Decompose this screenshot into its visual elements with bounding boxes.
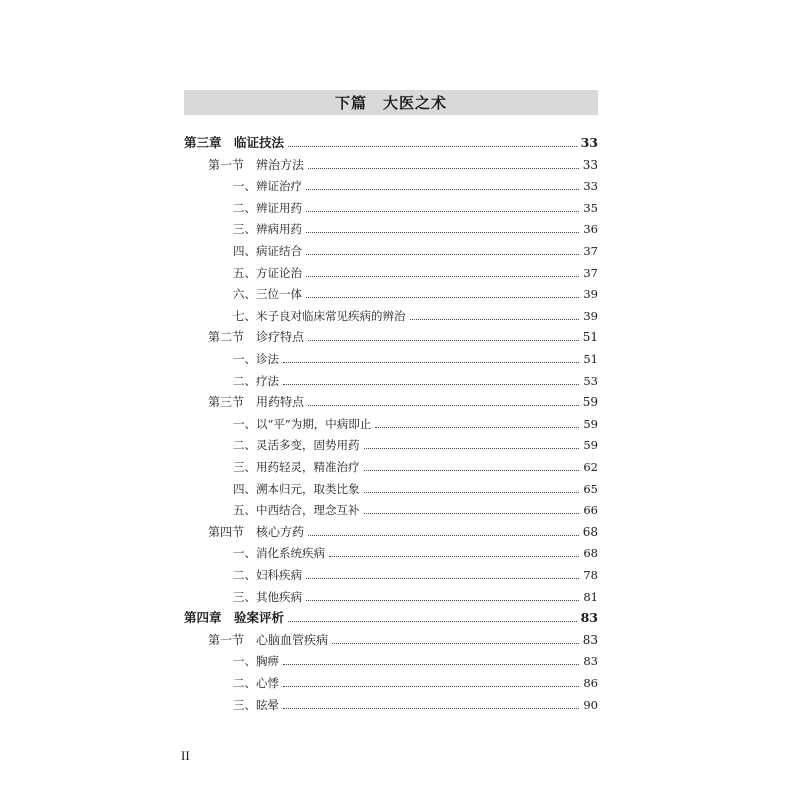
toc-entry-page-number: 53 <box>583 373 598 388</box>
toc-entry-page-number: 68 <box>582 524 598 539</box>
toc-entry-title: 二、辨证用药 <box>233 200 302 215</box>
toc-entry-chapter[interactable] <box>184 605 598 625</box>
dot-leader <box>332 642 579 644</box>
toc-entry-title: 一、胸痹 <box>233 654 279 669</box>
toc-entry-section[interactable] <box>208 152 598 172</box>
dot-leader <box>306 253 579 255</box>
toc-entry-title: 三、用药轻灵，精准治疗 <box>233 460 360 474</box>
dot-leader <box>306 188 579 190</box>
toc-entry-title: 第三章 临证技法 <box>184 135 285 150</box>
toc-entry-page-number: 37 <box>583 265 598 280</box>
dot-leader <box>306 599 579 601</box>
toc-entry-page-number: 39 <box>583 308 598 323</box>
dot-leader <box>329 555 579 557</box>
toc-entry-page-number: 35 <box>583 200 598 215</box>
toc-entry-page-number: 33 <box>582 157 598 172</box>
toc-entry-title: 七、米子良对临床常见疾病的辨治 <box>233 308 406 323</box>
toc-entry-item[interactable] <box>233 432 598 452</box>
toc-entry-page-number: 33 <box>583 179 598 194</box>
dot-leader <box>306 210 579 212</box>
toc-entry-item[interactable] <box>233 562 598 582</box>
toc-entry-item[interactable] <box>233 540 598 560</box>
toc-entry-section[interactable] <box>208 519 598 539</box>
toc-entry-item[interactable] <box>233 497 598 517</box>
toc-entry-item[interactable] <box>233 260 598 280</box>
dot-leader <box>308 404 579 406</box>
dot-leader <box>364 512 580 514</box>
dot-leader <box>306 231 579 233</box>
part-title: 下篇 大医之术 <box>334 94 447 112</box>
toc-entry-title: 三、其他疾病 <box>233 589 302 604</box>
toc-entry-title: 四、病证结合 <box>233 244 302 258</box>
toc-entry-item[interactable] <box>233 281 598 301</box>
toc-entry-page-number: 51 <box>583 352 598 366</box>
toc-entry-page-number: 62 <box>583 460 598 474</box>
dot-leader <box>283 361 579 363</box>
part-title-banner <box>184 90 598 115</box>
toc-entry-page-number: 66 <box>583 503 598 518</box>
toc-entry-item[interactable] <box>233 584 598 604</box>
page-folio: II <box>181 748 190 763</box>
toc-entry-title: 一、诊法 <box>233 352 279 366</box>
toc-entry-page-number: 37 <box>583 244 598 258</box>
dot-leader <box>308 167 579 169</box>
toc-entry-section[interactable] <box>208 389 598 409</box>
toc-entry-title: 五、方证论治 <box>233 265 302 280</box>
dot-leader <box>283 685 579 687</box>
toc-entry-item[interactable] <box>233 411 598 431</box>
dot-leader <box>283 663 579 665</box>
toc-entry-title: 第三节 用药特点 <box>208 395 305 410</box>
toc-entry-page-number: 59 <box>583 438 598 453</box>
toc-entry-page-number: 59 <box>583 416 598 431</box>
toc-entry-page-number: 36 <box>583 222 598 237</box>
dot-leader <box>306 577 579 579</box>
toc-entry-page-number: 86 <box>583 676 598 690</box>
toc-entry-title: 第一节 辨治方法 <box>208 157 305 172</box>
toc-entry-title: 二、妇科疾病 <box>233 568 302 582</box>
toc-entry-item[interactable] <box>233 216 598 236</box>
toc-entry-title: 第二节 诊疗特点 <box>208 330 305 345</box>
dot-leader <box>306 296 579 298</box>
toc-entry-page-number: 33 <box>580 135 598 150</box>
toc-entry-page-number: 68 <box>583 546 598 561</box>
dot-leader <box>364 469 580 471</box>
dot-leader <box>308 534 579 536</box>
toc-entry-page-number: 83 <box>583 654 598 669</box>
dot-leader <box>288 620 577 622</box>
toc-entry-title: 第四节 核心方药 <box>208 524 305 539</box>
toc-entry-page-number: 51 <box>582 330 598 345</box>
dot-leader <box>288 145 577 147</box>
toc-entry-item[interactable] <box>233 173 598 193</box>
dot-leader <box>308 339 579 341</box>
toc-entry-title: 一、以“平”为期，中病即止 <box>233 416 372 431</box>
toc-entry-title: 一、辨证治疗 <box>233 179 302 194</box>
toc-entry-item[interactable] <box>233 238 598 258</box>
toc-entry-title: 第四章 验案评析 <box>184 610 285 626</box>
toc-entry-chapter[interactable] <box>184 130 598 150</box>
toc-entry-title: 五、中西结合，理念互补 <box>233 503 360 518</box>
dot-leader <box>375 426 579 428</box>
toc-entry-title: 二、疗法 <box>233 373 279 388</box>
toc-entry-title: 二、心悸 <box>233 676 279 690</box>
toc-entry-page-number: 83 <box>582 632 598 647</box>
toc-entry-page-number: 59 <box>582 395 598 410</box>
toc-entry-section[interactable] <box>208 627 598 647</box>
toc-entry-title: 第一节 心脑血管疾病 <box>208 632 329 647</box>
toc-entry-title: 三、眩晕 <box>233 697 279 712</box>
toc-entry-item[interactable] <box>233 670 598 690</box>
toc-entry-section[interactable] <box>208 324 598 344</box>
dot-leader <box>283 707 579 709</box>
toc-entry-item[interactable] <box>233 195 598 215</box>
toc-entry-title: 三、辨病用药 <box>233 222 302 237</box>
dot-leader <box>410 318 580 320</box>
dot-leader <box>283 383 579 385</box>
toc-entry-title: 一、消化系统疾病 <box>233 546 325 561</box>
toc-entry-page-number: 78 <box>583 568 598 582</box>
toc-entry-page-number: 39 <box>583 287 598 302</box>
dot-leader <box>306 275 579 277</box>
toc-entry-item[interactable] <box>233 692 598 712</box>
toc-entry-item[interactable] <box>233 476 598 496</box>
dot-leader <box>364 447 580 449</box>
toc-entry-title: 四、溯本归元，取类比象 <box>233 481 360 496</box>
toc-entry-title: 六、三位一体 <box>233 287 302 302</box>
toc-entry-item[interactable] <box>233 454 598 474</box>
toc-entry-item[interactable] <box>233 303 598 323</box>
toc-entry-page-number: 90 <box>583 697 598 712</box>
toc-entry-item[interactable] <box>233 648 598 668</box>
toc-entry-page-number: 81 <box>583 589 598 604</box>
dot-leader <box>364 491 580 493</box>
toc-entry-item[interactable] <box>233 368 598 388</box>
toc-entry-page-number: 65 <box>583 481 598 496</box>
toc-entry-page-number: 83 <box>580 610 598 626</box>
toc-entry-item[interactable] <box>233 346 598 366</box>
toc-entry-title: 二、灵活多变，固势用药 <box>233 438 360 453</box>
